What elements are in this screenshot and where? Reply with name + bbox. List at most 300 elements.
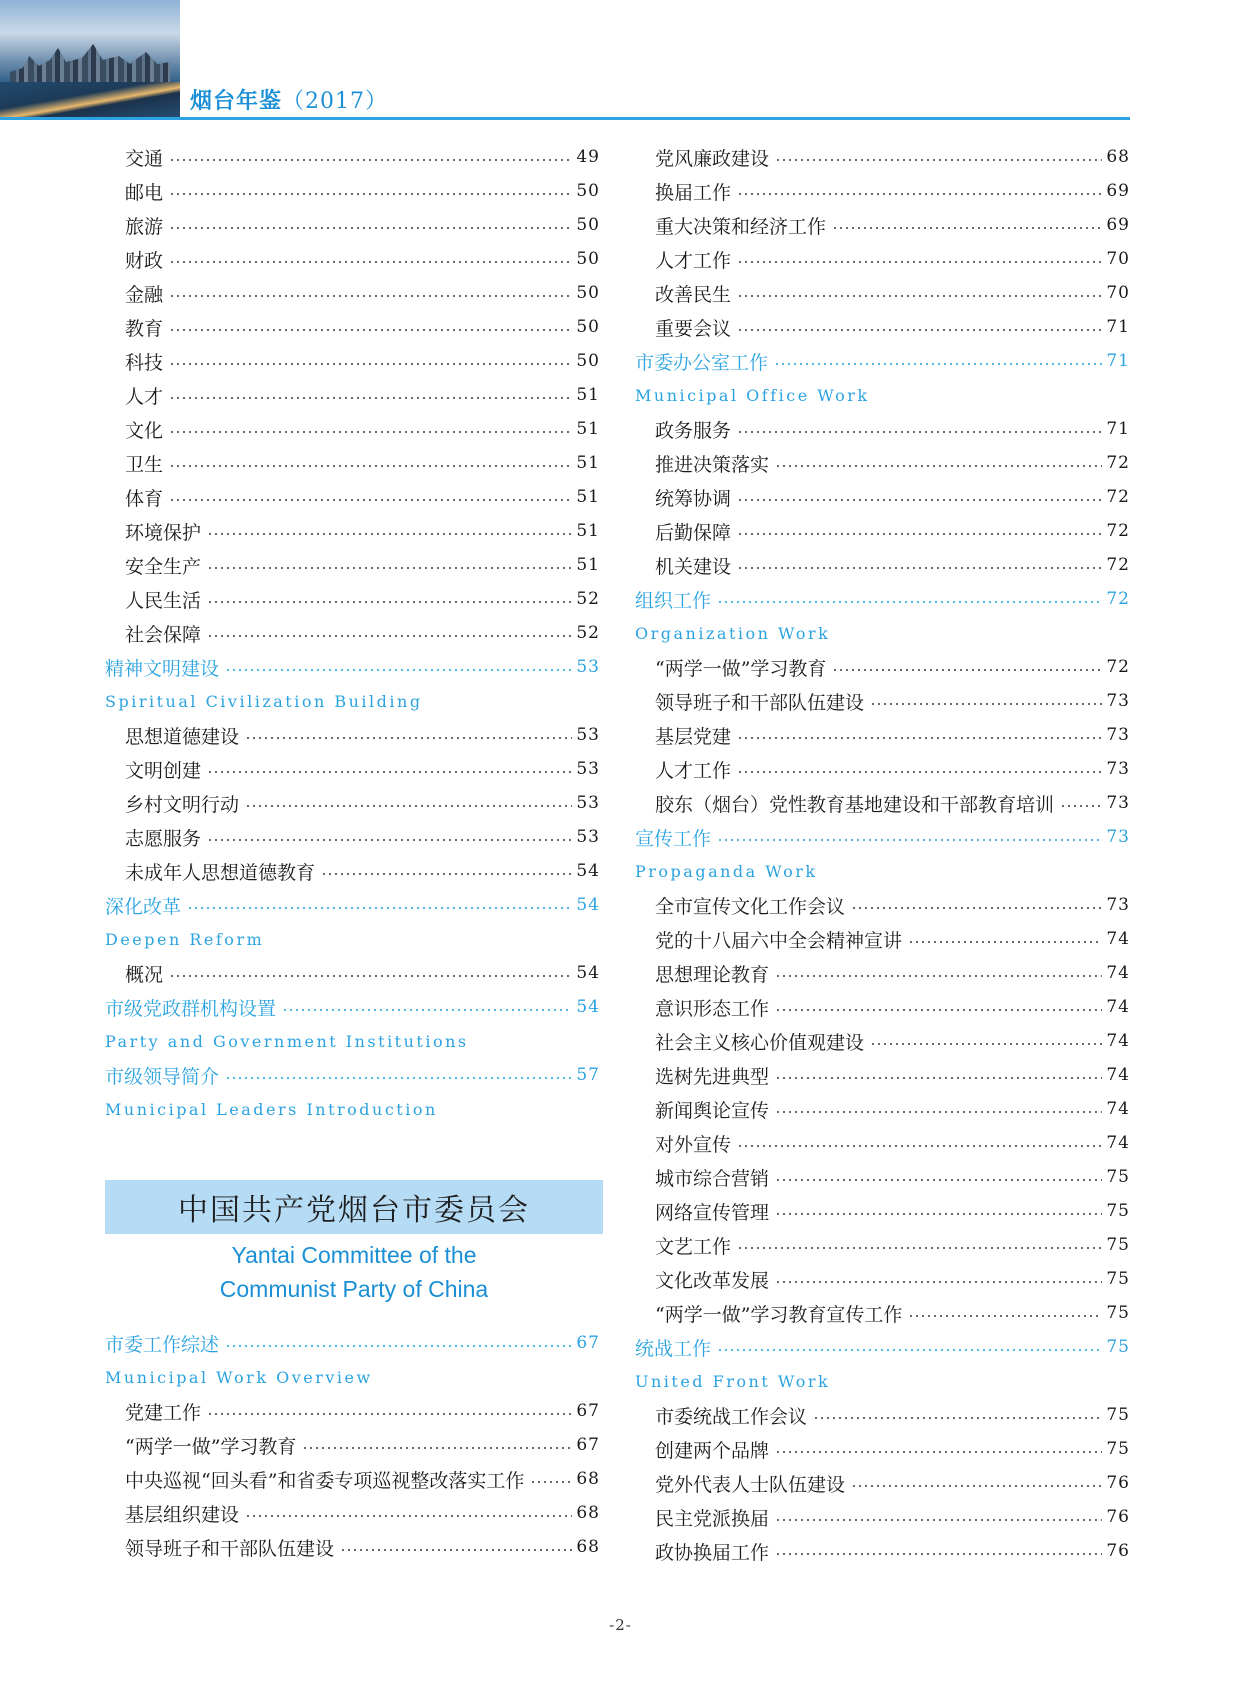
toc-entry-title: 意识形态工作 [655, 997, 770, 1020]
toc-entry[interactable] [635, 1466, 1130, 1500]
toc-leader-dots [851, 907, 1102, 909]
toc-entry-title: 统战工作 [635, 1337, 712, 1360]
toc-entry[interactable] [635, 548, 1130, 582]
toc-page-number: 74 [1106, 1065, 1130, 1085]
toc-entry-title: 全市宣传文化工作会议 [655, 895, 846, 918]
toc-left-column [105, 140, 600, 1126]
section-banner [105, 1180, 603, 1234]
toc-entry[interactable] [635, 922, 1130, 956]
toc-entry-title: 文化 [125, 419, 164, 442]
toc-entry-title: 党外代表人士队伍建设 [655, 1473, 846, 1496]
toc-entry-title: 重要会议 [655, 317, 732, 340]
toc-page-number: 74 [1106, 963, 1130, 983]
toc-entry[interactable] [635, 1432, 1130, 1466]
toc-entry-title: 交通 [125, 147, 164, 170]
toc-page-number: 51 [576, 419, 600, 439]
toc-section-entry[interactable] [105, 1058, 600, 1092]
toc-entry-title: 文化改革发展 [655, 1269, 770, 1292]
toc-leader-dots [851, 1485, 1102, 1487]
toc-page-number: 52 [576, 623, 600, 643]
toc-entry[interactable] [635, 684, 1130, 718]
toc-leader-dots [775, 1281, 1102, 1283]
toc-section-english [105, 922, 600, 956]
toc-entry[interactable] [105, 616, 600, 650]
toc-entry-title: 重大决策和经济工作 [655, 215, 827, 238]
toc-entry-title: 财政 [125, 249, 164, 272]
toc-page-number: 67 [576, 1333, 600, 1353]
toc-page-number: 74 [1106, 929, 1130, 949]
toc-entry-title: 基层组织建设 [125, 1503, 240, 1526]
toc-page-number: 53 [576, 793, 600, 813]
toc-entry-title: 人民生活 [125, 589, 202, 612]
toc-entry-title: 市委统战工作会议 [655, 1405, 808, 1428]
toc-entry[interactable] [105, 480, 600, 514]
toc-entry[interactable] [635, 242, 1130, 276]
toc-leader-dots [737, 771, 1102, 773]
toc-page-number: 50 [576, 181, 600, 201]
toc-leader-dots [169, 227, 572, 229]
toc-entry-title: “两学一做”学习教育 [655, 657, 827, 680]
toc-leader-dots [302, 1447, 572, 1449]
toc-entry[interactable] [635, 1228, 1130, 1262]
toc-leader-dots [225, 669, 572, 671]
toc-page-number: 49 [576, 147, 600, 167]
toc-entry[interactable] [635, 310, 1130, 344]
toc-entry-title: 机关建设 [655, 555, 732, 578]
toc-leader-dots [775, 465, 1102, 467]
toc-page-number: 67 [576, 1401, 600, 1421]
toc-entry-title: 思想理论教育 [655, 963, 770, 986]
toc-page-number: 57 [576, 1065, 600, 1085]
toc-entry[interactable] [105, 1530, 600, 1564]
toc-leader-dots [737, 567, 1102, 569]
yearbook-title-text: 烟台年鉴 [190, 89, 283, 114]
toc-entry[interactable] [635, 140, 1130, 174]
toc-entry[interactable] [635, 752, 1130, 786]
toc-page-number: 69 [1106, 215, 1130, 235]
toc-leader-dots [207, 533, 572, 535]
toc-entry[interactable] [105, 174, 600, 208]
toc-leader-dots [207, 601, 572, 603]
toc-page-number: 73 [1106, 725, 1130, 745]
toc-page-number: 71 [1106, 351, 1130, 371]
toc-leader-dots [207, 1413, 572, 1415]
toc-entry[interactable] [105, 140, 600, 174]
toc-entry-title: 精神文明建设 [105, 657, 220, 680]
toc-page-number: 50 [576, 317, 600, 337]
toc-entry-title: 换届工作 [655, 181, 732, 204]
toc-page-number: 76 [1106, 1507, 1130, 1527]
toc-leader-dots [169, 397, 572, 399]
toc-entry-title: 政务服务 [655, 419, 732, 442]
toc-entry-title: 对外宣传 [655, 1133, 732, 1156]
toc-page-number: 75 [1106, 1201, 1130, 1221]
toc-leader-dots [737, 533, 1102, 535]
toc-leader-dots [245, 737, 572, 739]
toc-page-number: 71 [1106, 317, 1130, 337]
toc-section-entry[interactable] [105, 650, 600, 684]
toc-leader-dots [813, 1417, 1102, 1419]
toc-entry[interactable] [105, 1394, 600, 1428]
toc-section-english [105, 1024, 600, 1058]
toc-english-title: Municipal Work Overview [105, 1367, 373, 1387]
toc-entry[interactable] [105, 956, 600, 990]
toc-entry-title: 网络宣传管理 [655, 1201, 770, 1224]
toc-page-number: 73 [1106, 895, 1130, 915]
toc-entry-title: 人才工作 [655, 759, 732, 782]
toc-leader-dots [225, 1345, 572, 1347]
toc-leader-dots [169, 363, 572, 365]
toc-leader-dots [737, 1145, 1102, 1147]
toc-leader-dots [187, 907, 572, 909]
toc-page-number: 51 [576, 555, 600, 575]
toc-leader-dots [717, 839, 1102, 841]
toc-leader-dots [207, 771, 572, 773]
toc-page-number: 74 [1106, 1099, 1130, 1119]
banner-title: 中国共产党烟台市委员会 [178, 1193, 530, 1228]
toc-entry[interactable] [635, 1262, 1130, 1296]
toc-leader-dots [169, 975, 572, 977]
toc-page-number: 73 [1106, 793, 1130, 813]
toc-entry[interactable] [105, 310, 600, 344]
toc-entry[interactable] [105, 446, 600, 480]
toc-right-column [635, 140, 1130, 1568]
toc-entry-title: 邮电 [125, 181, 164, 204]
toc-entry-title: 安全生产 [125, 555, 202, 578]
toc-entry-title: 组织工作 [635, 589, 712, 612]
toc-entry-title: 人才 [125, 385, 164, 408]
toc-english-title: Municipal Office Work [635, 385, 870, 405]
toc-entry-title: 宣传工作 [635, 827, 712, 850]
toc-leader-dots [169, 329, 572, 331]
toc-english-title: Organization Work [635, 623, 831, 643]
toc-leader-dots [169, 465, 572, 467]
toc-english-title: Propaganda Work [635, 861, 818, 881]
toc-page-number: 54 [576, 963, 600, 983]
toc-entry-title: 社会保障 [125, 623, 202, 646]
toc-leader-dots [169, 159, 572, 161]
toc-page-number: 53 [576, 759, 600, 779]
toc-entry[interactable] [105, 514, 600, 548]
toc-page-number: 72 [1106, 589, 1130, 609]
yearbook-year: （2017） [282, 89, 389, 114]
toc-page-number: 53 [576, 725, 600, 745]
toc-entry-title: “两学一做”学习教育 [125, 1435, 297, 1458]
toc-leader-dots [774, 363, 1102, 365]
toc-entry[interactable] [105, 1462, 600, 1496]
toc-page-number: 68 [1106, 147, 1130, 167]
toc-entry[interactable] [635, 1194, 1130, 1228]
toc-page-number: 74 [1106, 1133, 1130, 1153]
toc-entry-title: 胶东（烟台）党性教育基地建设和干部教育培训 [655, 793, 1055, 816]
toc-entry[interactable] [105, 786, 600, 820]
toc-section-entry[interactable] [635, 582, 1130, 616]
header-rule [0, 117, 1130, 120]
toc-entry-title: 城市综合营销 [655, 1167, 770, 1190]
toc-page-number: 69 [1106, 181, 1130, 201]
toc-page-number: 73 [1106, 691, 1130, 711]
toc-entry[interactable] [635, 990, 1130, 1024]
toc-page-number: 73 [1106, 827, 1130, 847]
toc-entry-title: 党风廉政建设 [655, 147, 770, 170]
toc-entry-title: 党的十八届六中全会精神宣讲 [655, 929, 903, 952]
toc-entry-title: 市委工作综述 [105, 1333, 220, 1356]
toc-leader-dots [908, 941, 1102, 943]
toc-entry-title: 领导班子和干部队伍建设 [655, 691, 865, 714]
toc-section-entry[interactable] [105, 1326, 600, 1360]
yearbook-title [190, 84, 388, 115]
toc-leader-dots [169, 261, 572, 263]
banner-english-title [105, 1238, 603, 1306]
toc-entry-title: 未成年人思想道德教育 [125, 861, 316, 884]
toc-entry[interactable] [635, 888, 1130, 922]
toc-page-number: 51 [576, 521, 600, 541]
toc-page-number: 50 [576, 351, 600, 371]
toc-entry-title: 市级领导简介 [105, 1065, 220, 1088]
toc-leader-dots [340, 1549, 572, 1551]
toc-leader-dots [207, 635, 572, 637]
toc-leader-dots [169, 295, 572, 297]
toc-page-number: 72 [1106, 555, 1130, 575]
shoreline [0, 82, 180, 118]
toc-section-english [635, 378, 1130, 412]
toc-entry-title: 党建工作 [125, 1401, 202, 1424]
toc-entry-title: 文艺工作 [655, 1235, 732, 1258]
toc-leader-dots [775, 1553, 1102, 1555]
toc-leader-dots [717, 601, 1102, 603]
toc-leader-dots [282, 1009, 572, 1011]
toc-entry-title: 领导班子和干部队伍建设 [125, 1537, 335, 1560]
toc-page-number: 73 [1106, 759, 1130, 779]
toc-leader-dots [169, 193, 572, 195]
toc-leader-dots [245, 1515, 572, 1517]
toc-english-title: Municipal Leaders Introduction [105, 1099, 438, 1119]
toc-english-title: Deepen Reform [105, 929, 265, 949]
toc-entry-title: 政协换届工作 [655, 1541, 770, 1564]
toc-page-number: 75 [1106, 1337, 1130, 1357]
toc-page-number: 53 [576, 657, 600, 677]
page-number: -2- [609, 1616, 632, 1634]
toc-leader-dots [870, 703, 1102, 705]
toc-page-number: 68 [576, 1503, 600, 1523]
toc-leader-dots [775, 1077, 1102, 1079]
toc-entry[interactable] [635, 1534, 1130, 1568]
toc-section-english [635, 1364, 1130, 1398]
toc-page-number: 54 [576, 997, 600, 1017]
toc-page-number: 70 [1106, 249, 1130, 269]
toc-page-number: 67 [576, 1435, 600, 1455]
toc-entry[interactable] [635, 412, 1130, 446]
toc-leader-dots [169, 431, 572, 433]
toc-page-number: 52 [576, 589, 600, 609]
toc-leader-dots [737, 431, 1102, 433]
toc-page-number: 75 [1106, 1405, 1130, 1425]
toc-section-entry[interactable] [635, 1330, 1130, 1364]
toc-leader-dots [245, 805, 572, 807]
toc-page-number: 76 [1106, 1541, 1130, 1561]
toc-leader-dots [737, 295, 1102, 297]
toc-entry[interactable] [635, 1126, 1130, 1160]
toc-page-number: 54 [576, 861, 600, 881]
toc-page-number: 72 [1106, 657, 1130, 677]
toc-page-number: 75 [1106, 1303, 1130, 1323]
toc-entry-title: 科技 [125, 351, 164, 374]
toc-entry[interactable] [105, 276, 600, 310]
toc-leader-dots [530, 1481, 572, 1483]
toc-entry[interactable] [635, 1296, 1130, 1330]
toc-leader-dots [169, 499, 572, 501]
toc-leader-dots [775, 1213, 1102, 1215]
toc-english-title: United Front Work [635, 1371, 831, 1391]
toc-entry-title: 后勤保障 [655, 521, 732, 544]
toc-entry-title: 市级党政群机构设置 [105, 997, 277, 1020]
toc-leader-dots [775, 1009, 1102, 1011]
toc-leader-dots [737, 1247, 1102, 1249]
toc-page-number: 50 [576, 283, 600, 303]
toc-page-number: 72 [1106, 521, 1130, 541]
toc-page-number: 75 [1106, 1269, 1130, 1289]
toc-left-column-continued [105, 1326, 600, 1564]
toc-page-number: 72 [1106, 453, 1130, 473]
toc-entry[interactable] [105, 344, 600, 378]
toc-entry-title: 社会主义核心价值观建设 [655, 1031, 865, 1054]
toc-entry-title: 旅游 [125, 215, 164, 238]
toc-leader-dots [207, 567, 572, 569]
toc-entry[interactable] [635, 956, 1130, 990]
toc-leader-dots [321, 873, 572, 875]
toc-entry[interactable] [105, 1496, 600, 1530]
toc-entry-title: 思想道德建设 [125, 725, 240, 748]
toc-leader-dots [908, 1315, 1102, 1317]
toc-entry-title: 卫生 [125, 453, 164, 476]
toc-leader-dots [1060, 805, 1102, 807]
toc-entry[interactable] [635, 1500, 1130, 1534]
toc-leader-dots [737, 499, 1102, 501]
toc-entry[interactable] [635, 174, 1130, 208]
toc-leader-dots [737, 193, 1102, 195]
toc-entry[interactable] [105, 820, 600, 854]
toc-entry-title: 人才工作 [655, 249, 732, 272]
toc-leader-dots [832, 669, 1102, 671]
toc-section-english [635, 616, 1130, 650]
toc-section-entry[interactable] [105, 888, 600, 922]
toc-section-entry[interactable] [635, 344, 1130, 378]
toc-entry-title: 统筹协调 [655, 487, 732, 510]
toc-page-number: 71 [1106, 419, 1130, 439]
toc-entry-title: 文明创建 [125, 759, 202, 782]
toc-page-number: 50 [576, 215, 600, 235]
toc-entry[interactable] [635, 650, 1130, 684]
toc-entry[interactable] [635, 276, 1130, 310]
toc-entry-title: 教育 [125, 317, 164, 340]
toc-page-number: 51 [576, 487, 600, 507]
toc-entry[interactable] [635, 1092, 1130, 1126]
toc-leader-dots [225, 1077, 572, 1079]
toc-entry[interactable] [105, 718, 600, 752]
toc-leader-dots [775, 1519, 1102, 1521]
toc-entry-title: 乡村文明行动 [125, 793, 240, 816]
toc-page-number: 75 [1106, 1439, 1130, 1459]
toc-entry-title: 体育 [125, 487, 164, 510]
toc-entry-title: 深化改革 [105, 895, 182, 918]
toc-page-number: 68 [576, 1469, 600, 1489]
toc-entry[interactable] [635, 1024, 1130, 1058]
toc-entry-title: 概况 [125, 963, 164, 986]
banner-english-line-1: Yantai Committee of the [231, 1242, 477, 1268]
toc-page-number: 51 [576, 453, 600, 473]
toc-entry[interactable] [635, 1058, 1130, 1092]
toc-entry[interactable] [635, 480, 1130, 514]
toc-entry[interactable] [635, 1160, 1130, 1194]
toc-page-number: 76 [1106, 1473, 1130, 1493]
toc-entry-title: 基层党建 [655, 725, 732, 748]
toc-page-number: 53 [576, 827, 600, 847]
toc-entry-title: 推进决策落实 [655, 453, 770, 476]
toc-page-number: 72 [1106, 487, 1130, 507]
toc-entry-title: 新闻舆论宣传 [655, 1099, 770, 1122]
toc-english-title: Party and Government Institutions [105, 1031, 469, 1051]
banner-english-line-2: Communist Party of China [219, 1276, 489, 1302]
toc-page-number: 68 [576, 1537, 600, 1557]
toc-entry-title: 创建两个品牌 [655, 1439, 770, 1462]
toc-leader-dots [775, 1451, 1102, 1453]
toc-leader-dots [775, 1179, 1102, 1181]
toc-entry-title: 市委办公室工作 [635, 351, 769, 374]
toc-entry[interactable] [105, 1428, 600, 1462]
toc-leader-dots [207, 839, 572, 841]
toc-entry[interactable] [635, 786, 1130, 820]
toc-entry[interactable] [635, 446, 1130, 480]
toc-leader-dots [737, 261, 1102, 263]
toc-entry[interactable] [105, 582, 600, 616]
toc-entry[interactable] [105, 242, 600, 276]
toc-leader-dots [775, 159, 1102, 161]
toc-entry-title: 志愿服务 [125, 827, 202, 850]
toc-section-entry[interactable] [105, 990, 600, 1024]
toc-entry[interactable] [635, 718, 1130, 752]
toc-leader-dots [717, 1349, 1102, 1351]
toc-section-entry[interactable] [635, 820, 1130, 854]
toc-entry[interactable] [635, 514, 1130, 548]
toc-entry-title: 改善民生 [655, 283, 732, 306]
toc-page-number: 50 [576, 249, 600, 269]
toc-entry[interactable] [105, 412, 600, 446]
toc-entry-title: 中央巡视“回头看”和省委专项巡视整改落实工作 [125, 1469, 525, 1492]
toc-section-english [635, 854, 1130, 888]
toc-entry[interactable] [635, 1398, 1130, 1432]
toc-leader-dots [737, 329, 1102, 331]
toc-page-number: 54 [576, 895, 600, 915]
toc-entry[interactable] [105, 752, 600, 786]
toc-entry[interactable] [105, 378, 600, 412]
toc-entry-title: 民主党派换届 [655, 1507, 770, 1530]
toc-entry[interactable] [105, 854, 600, 888]
header-city-photo [0, 0, 180, 118]
toc-english-title: Spiritual Civilization Building [105, 691, 423, 711]
toc-entry-title: 金融 [125, 283, 164, 306]
toc-leader-dots [775, 975, 1102, 977]
toc-entry[interactable] [105, 548, 600, 582]
toc-section-english [105, 684, 600, 718]
toc-entry-title: 选树先进典型 [655, 1065, 770, 1088]
toc-page-number: 75 [1106, 1235, 1130, 1255]
toc-leader-dots [870, 1043, 1102, 1045]
toc-section-english [105, 1092, 600, 1126]
toc-section-english [105, 1360, 600, 1394]
toc-entry[interactable] [105, 208, 600, 242]
toc-entry[interactable] [635, 208, 1130, 242]
toc-page-number: 75 [1106, 1167, 1130, 1187]
